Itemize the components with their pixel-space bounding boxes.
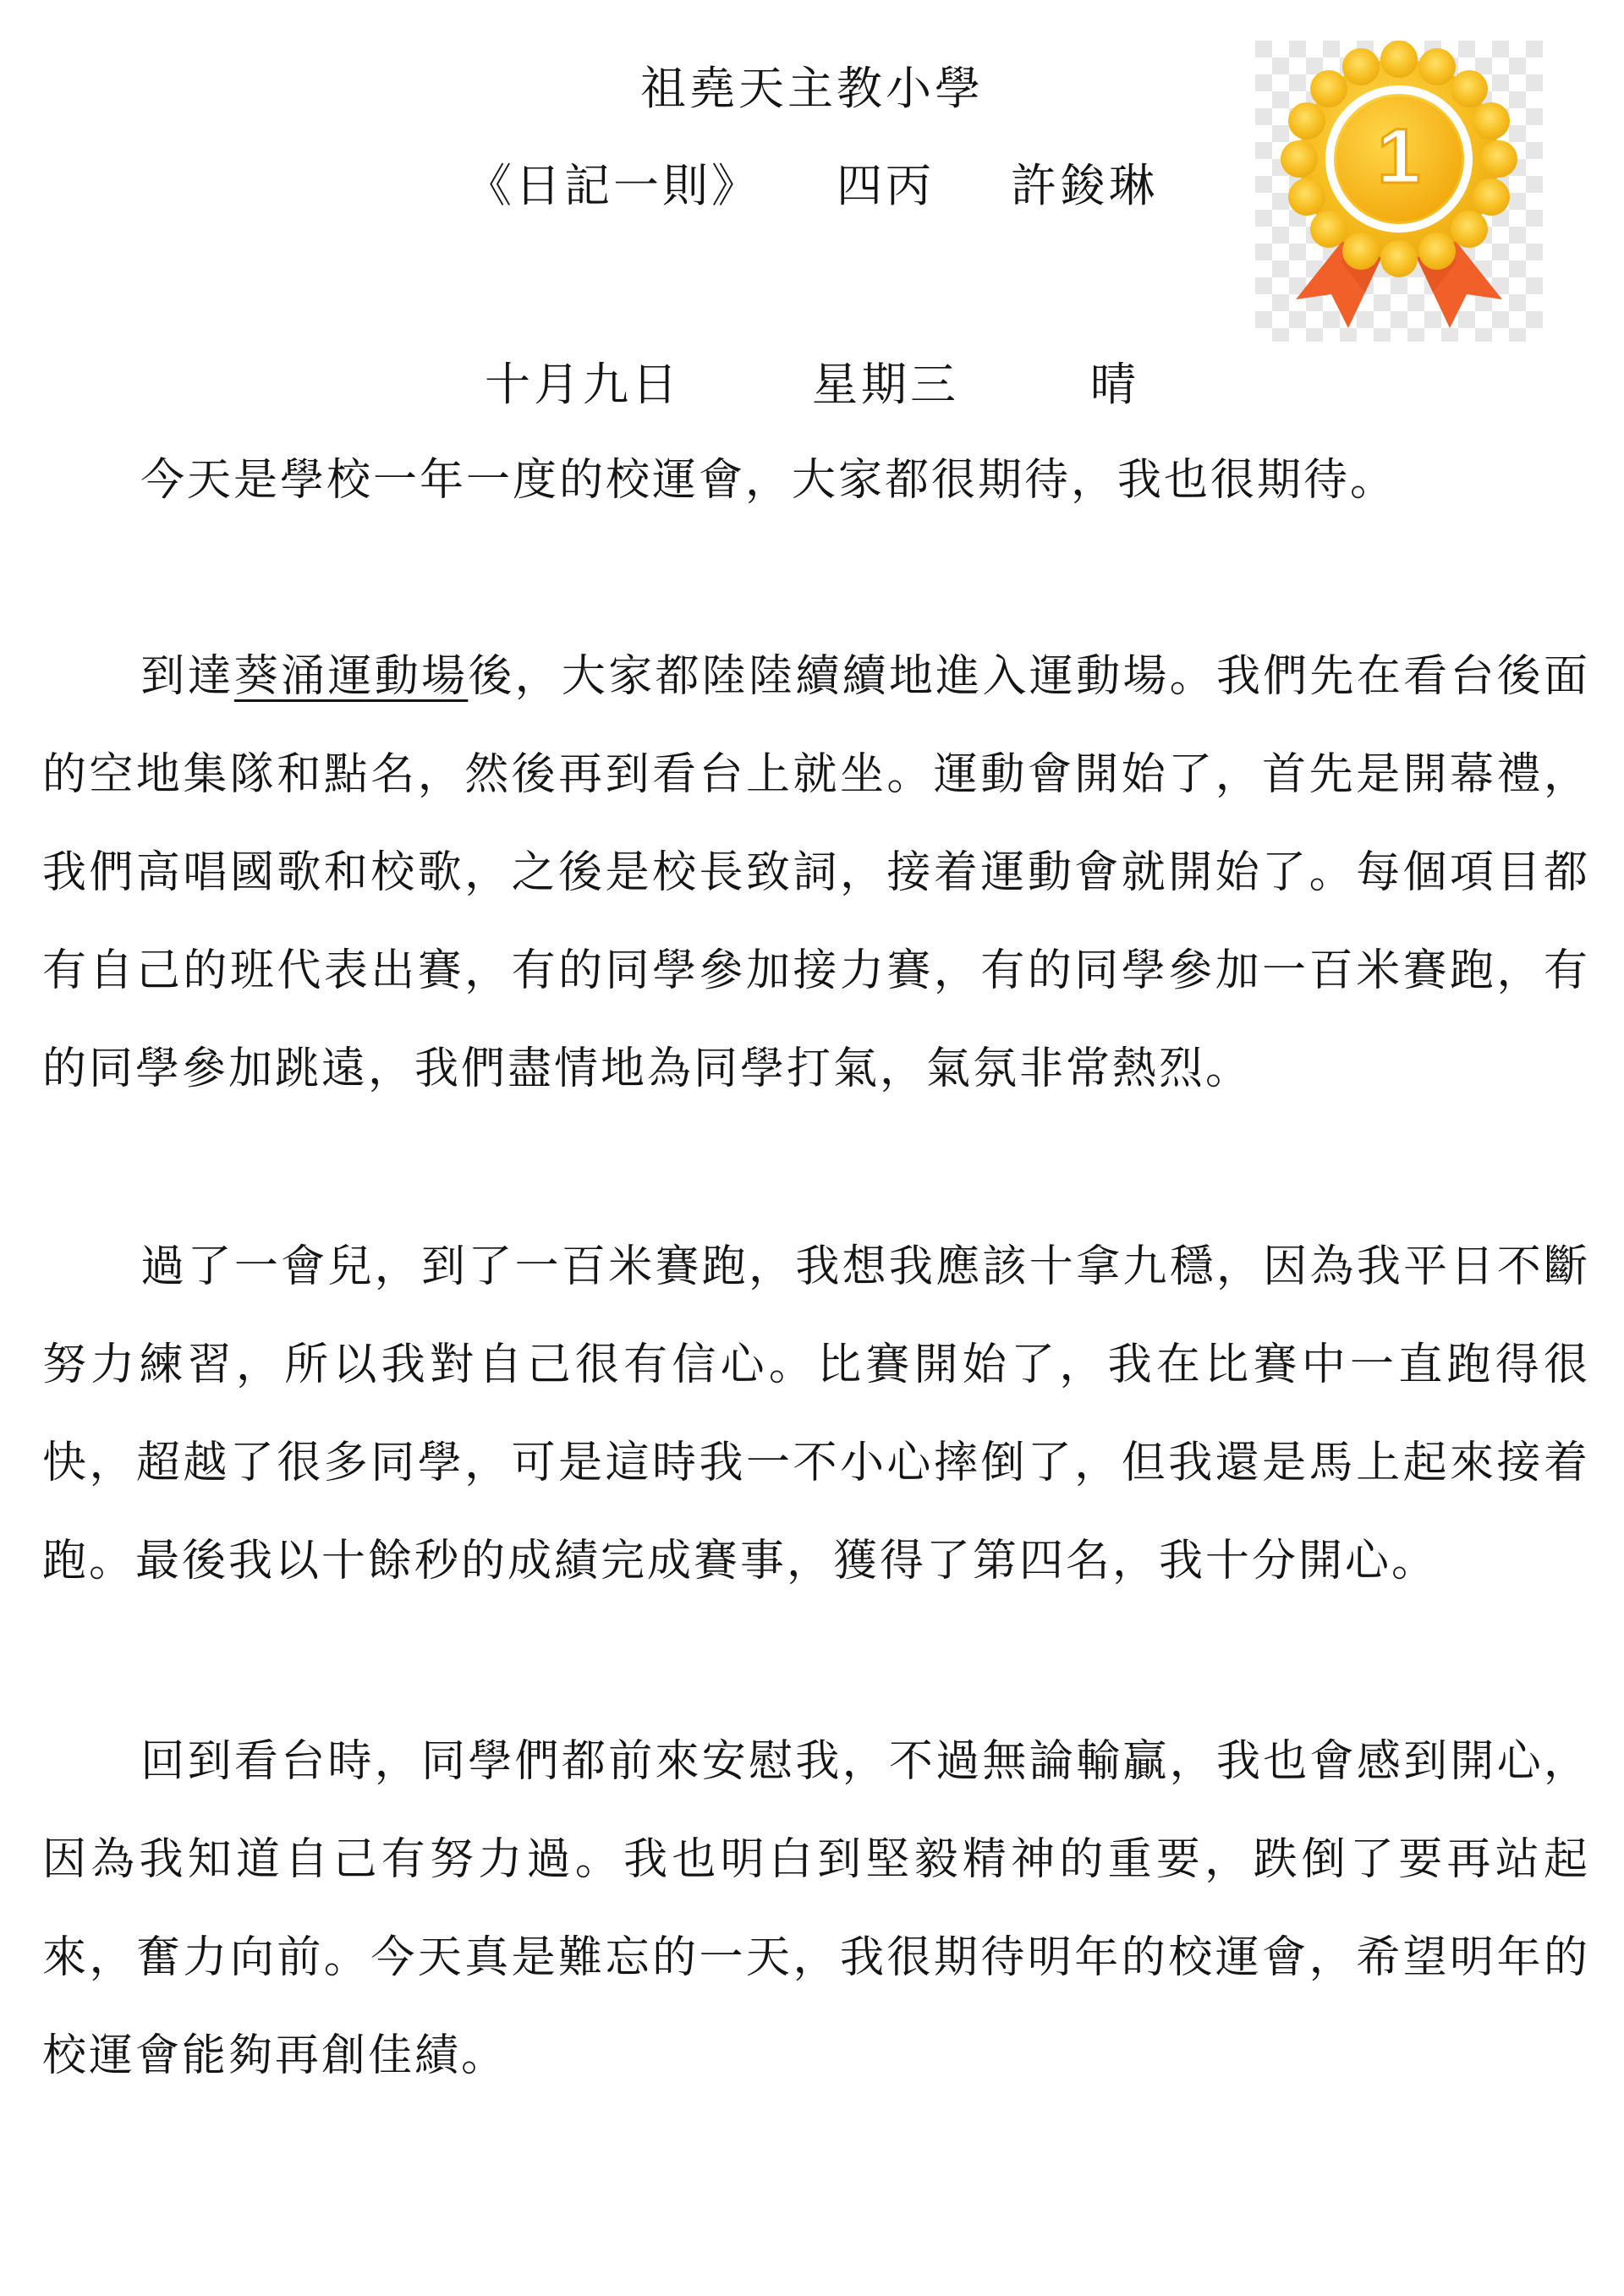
diary-title: 《日記一則》 xyxy=(466,159,760,212)
date-line xyxy=(0,355,1624,414)
venue-name: 葵涌運動場 xyxy=(233,651,469,702)
school-name: 祖堯天主教小學 xyxy=(640,62,984,115)
student-name: 許鋑琳 xyxy=(1011,159,1158,212)
paragraph-1-text: 今天是學校一年一度的校運會，大家都很期待，我也很期待。 xyxy=(140,455,1397,506)
diary-weather: 晴 xyxy=(1090,358,1139,411)
paragraph-3 xyxy=(42,1218,1590,1610)
paragraph-4 xyxy=(42,1712,1590,2105)
diary-weekday: 星期三 xyxy=(812,358,959,411)
first-place-medal-icon xyxy=(1255,41,1543,342)
paragraph-4-text: 回到看台時，同學們都前來安慰我，不過無論輸贏，我也會感到開心，因為我知道自己有努力過。我也明白到堅毅精神的重要，跌倒了要再站起來，奮力向前。今天真是難忘的一天，我很期待明年的校運會，希望明年的校運會能夠再創佳績。 xyxy=(42,1736,1590,2081)
paragraph-2-text: 後，大家都陸陸續續地進入運動場。我們先在看台後面的空地集隊和點名，然後再到看台上就坐。運動會開始了，首先是開幕禮，我們高唱國歌和校歌，之後是校長致詞，接着運動會就開始了。每個項目都有自己的班代表出賽，有的同學參加接力賽，有的同學參加一百米賽跑，有的同學參加跳遠，我們盡情地為同學打氣，氣氛非常熱烈。 xyxy=(42,651,1590,1094)
paragraph-2-lead: 到達 xyxy=(140,651,234,702)
diary-date: 十月九日 xyxy=(485,358,681,411)
class-name: 四丙 xyxy=(837,159,935,212)
paragraph-2 xyxy=(42,627,1590,1118)
medal-number: 1 xyxy=(1377,113,1421,200)
paragraph-3-text: 過了一會兒，到了一百米賽跑，我想我應該十拿九穩，因為我平日不斷努力練習，所以我對自己很有信心。比賽開始了，我在比賽中一直跑得很快，超越了很多同學，可是這時我一不小心摔倒了，但我還是馬上起來接着跑。最後我以十餘秒的成績完成賽事，獲得了第四名，我十分開心。 xyxy=(42,1241,1590,1586)
paragraph-1 xyxy=(42,431,1590,529)
